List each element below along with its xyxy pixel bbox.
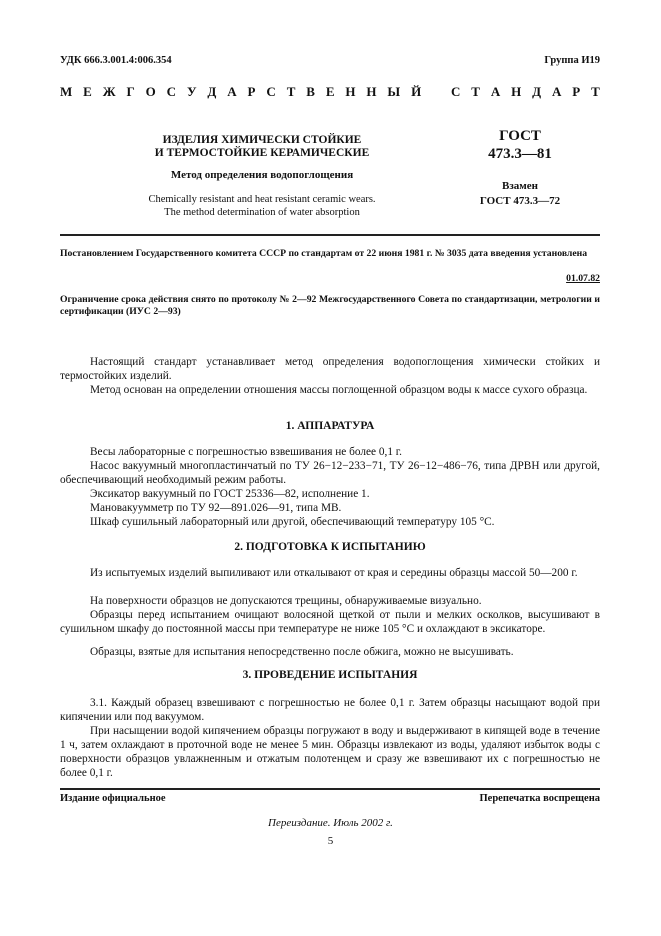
- reissue-note: Переиздание. Июль 2002 г.: [268, 817, 393, 829]
- section-2-heading: 2. ПОДГОТОВКА К ИСПЫТАНИЮ: [234, 541, 426, 553]
- banner-letter: А: [490, 84, 501, 99]
- banner-letter: Ы: [387, 84, 401, 99]
- banner-letter: А: [551, 84, 562, 99]
- group-code: Группа И19: [544, 55, 600, 66]
- header-divider: [60, 234, 600, 236]
- banner-letter: Р: [247, 84, 256, 99]
- banner-letter: Т: [286, 84, 296, 99]
- intro-paragraph-1: Настоящий стандарт устанавливает метод определения водопоглощения химически стойких и термостойких изделий.: [60, 356, 600, 382]
- banner-letter: Е: [325, 84, 335, 99]
- gost-number: 473.3—81: [488, 146, 552, 162]
- replaces-standard: ГОСТ 473.3—72: [479, 195, 561, 207]
- banner-letter: Н: [345, 84, 356, 99]
- banner-letter: Д: [532, 84, 542, 99]
- section-3-heading: 3. ПРОВЕДЕНИЕ ИСПЫТАНИЯ: [242, 669, 418, 681]
- banner-letter: Е: [83, 84, 92, 99]
- section-1-item: Шкаф сушильный лабораторный или другой, обеспечивающий температуру 105 °С.: [90, 516, 495, 528]
- banner-letter: В: [306, 84, 315, 99]
- banner-letter: С: [166, 84, 177, 99]
- banner-letter: Й: [411, 84, 422, 99]
- banner-letter: Н: [511, 84, 522, 99]
- gost-label: ГОСТ: [499, 128, 541, 144]
- restriction-note: Ограничение срока действия снято по протоколу № 2—92 Межгосударственного Совета по стандартизации, метрологии и сертификации (ИУС 2—93): [60, 294, 600, 317]
- banner-letter: Н: [366, 84, 377, 99]
- title-line-1: ИЗДЕЛИЯ ХИМИЧЕСКИ СТОЙКИЕ: [162, 134, 362, 146]
- section-2-item: На поверхности образцов не допускаются трещины, обнаруживаемые визуально.: [90, 595, 482, 607]
- section-2-item: Образцы, взятые для испытания непосредственно после обжига, можно не высушивать.: [90, 646, 514, 658]
- method-title: Метод определения водопоглощения: [170, 169, 354, 181]
- reprint-prohibited: Перепечатка воспрещена: [479, 793, 600, 804]
- section-3-item: 3.1. Каждый образец взвешивают с погрешностью не более 0,1 г. Затем образцы насыщают водой при кипячении или под вакуумом.: [60, 697, 600, 723]
- banner-letter: С: [450, 84, 461, 99]
- section-2-item: Из испытуемых изделий выпиливают или откалывают от края и середины образцы массой 50—200 г.: [90, 567, 578, 579]
- banner-letter: Д: [207, 84, 217, 99]
- banner-letter: Ж: [102, 84, 116, 99]
- section-3-item: При насыщении водой кипячением образцы погружают в воду и выдерживают в кипящей воде в течение 1 ч, затем охлаждают в проточной воде не менее 5 мин. Образцы извлекают из воды, удаляют избыток воды с поверхности образцов увлажненным и отжатым полотенцем и сразу же взвешивают их с погрешностью не более 0,1 г.: [60, 725, 600, 779]
- section-1-item: Весы лабораторные с погрешностью взвешивания не более 0,1 г.: [90, 446, 402, 458]
- official-edition: Издание официальное: [60, 793, 166, 804]
- decree-date: 01.07.82: [566, 273, 600, 284]
- title-line-2: И ТЕРМОСТОЙКИЕ КЕРАМИЧЕСКИЕ: [154, 147, 370, 159]
- footer-divider: [60, 788, 600, 790]
- section-1-item: Эксикатор вакуумный по ГОСТ 25336—82, исполнение 1.: [90, 488, 370, 500]
- english-title-line-1: Chemically resistant and heat resistant ceramic wears.: [148, 194, 376, 205]
- section-2-item: Образцы перед испытанием очищают волосяной щеткой от пыли и мелких осколков, высушивают в сушильном шкафу до постоянной массы при температуре не ниже 105 °С и охлаждают в эксикаторе.: [60, 609, 600, 635]
- banner-letter: Г: [126, 84, 135, 99]
- udk-code: УДК 666.3.001.4:006.354: [60, 55, 172, 66]
- banner-letter: О: [145, 84, 156, 99]
- banner-letter: У: [186, 84, 197, 99]
- interstate-standard-banner: [60, 84, 600, 100]
- banner-letter: А: [227, 84, 237, 99]
- page-number: 5: [327, 835, 334, 847]
- english-title-line-2: The method determination of water absorption: [164, 207, 360, 218]
- section-1-heading: 1. АППАРАТУРА: [285, 420, 375, 432]
- replaces-label: Взамен: [502, 180, 538, 192]
- banner-letter: Т: [471, 84, 480, 99]
- section-1-item: Насос вакуумный многопластинчатый по ТУ 26−12−233−71, ТУ 26−12−486−76, типа ДРВН или другой, обеспечивающий необходимый режим работы.: [60, 460, 600, 486]
- section-1-item: Мановакуумметр по ТУ 92—891.026—91, типа МВ.: [90, 502, 342, 514]
- banner-letter: Т: [591, 84, 600, 99]
- decree-text: Постановлением Государственного комитета СССР по стандартам от 22 июня 1981 г. № 3035 дата введения установлена: [60, 248, 588, 259]
- banner-letter: Р: [572, 84, 581, 99]
- banner-letter: [432, 84, 440, 100]
- intro-paragraph-2: Метод основан на определении отношения массы поглощенной образцом воды к массе сухого образца.: [90, 384, 588, 396]
- banner-letter: С: [266, 84, 276, 99]
- banner-letter: М: [60, 84, 73, 99]
